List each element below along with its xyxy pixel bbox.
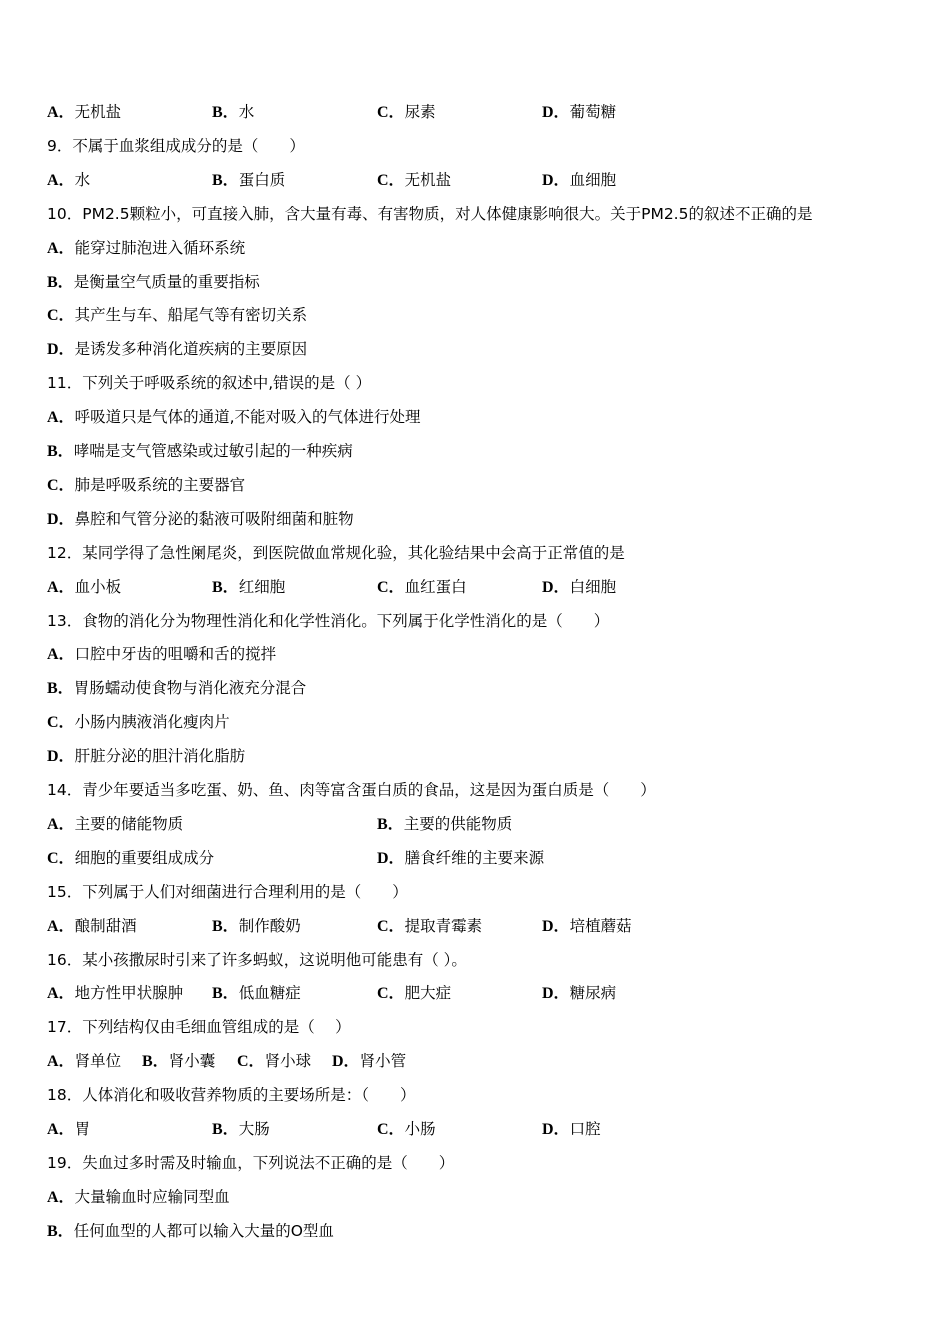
option-letter: D． (542, 917, 570, 935)
option-letter: A． (47, 239, 75, 257)
question-stem: 17．下列结构仅由毛细血管组成的是（ ） (47, 1018, 351, 1037)
question-stem: 16．某小孩撒尿时引来了许多蚂蚁，这说明他可能患有（ ）。 (47, 950, 467, 969)
answer-option (542, 914, 632, 939)
option-letter: D． (542, 1121, 570, 1138)
option-letter: C． (47, 476, 75, 494)
option-text: 血小板 (74, 577, 122, 596)
answer-option (212, 100, 254, 125)
answer-option (47, 236, 245, 261)
option-text: 肥大症 (404, 984, 452, 1003)
option-text: 哮喘是支气管感染或过敏引起的一种疾病 (73, 442, 353, 460)
answer-option (47, 1219, 334, 1244)
option-letter: C． (377, 578, 405, 596)
option-text: 血红蛋白 (404, 577, 467, 596)
answer-option (47, 642, 276, 667)
option-letter: B． (47, 273, 74, 291)
answer-option (212, 168, 285, 193)
option-text: 主要的储能物质 (74, 814, 184, 833)
option-letter: C． (377, 104, 405, 121)
question-stem: 13．食物的消化分为物理性消化和化学性消化。下列属于化学性消化的是（ ） (47, 611, 610, 630)
answer-option (377, 981, 451, 1006)
option-text: 是诱发多种消化道疾病的主要原因 (74, 340, 308, 359)
answer-option (542, 100, 616, 125)
option-text: 口腔中牙齿的咀嚼和舌的搅拌 (74, 645, 277, 664)
question-stem: 14．青少年要适当多吃蛋、奶、鱼、肉等富含蛋白质的食品，这是因为蛋白质是（ ） (47, 781, 656, 799)
option-letter: B． (47, 443, 74, 460)
answer-option (542, 1117, 601, 1142)
answer-option (47, 1049, 121, 1074)
option-text: 肾单位 (74, 1052, 122, 1071)
option-text: 酿制甜酒 (74, 916, 137, 935)
question-stem: 10．PM2.5颗粒小，可直接入肺，含大量有毒、有害物质，对人体健康影响很大。关于PM2.5的叙述不正确的是 (47, 204, 813, 223)
option-letter: D． (47, 748, 75, 766)
option-text: 提取青霉素 (404, 916, 483, 935)
answer-option (47, 507, 354, 532)
answer-option (47, 710, 230, 735)
answer-option (47, 439, 353, 464)
answer-option (377, 1117, 436, 1142)
question-stem: 15．下列属于人们对细菌进行合理利用的是（ ） (47, 882, 408, 901)
option-text: 肾小管 (359, 1052, 407, 1071)
option-letter: B． (47, 1222, 74, 1240)
answer-option (377, 812, 512, 837)
option-letter: B． (212, 104, 239, 121)
option-letter: B． (47, 680, 74, 698)
option-text: 无机盐 (74, 103, 122, 121)
answer-option (542, 981, 616, 1006)
option-letter: D． (332, 1053, 360, 1071)
question-stem: 12．某同学得了急性阑尾炎，到医院做血常规化验，其化验结果中会高于正常值的是 (47, 543, 625, 562)
option-letter: A． (47, 1053, 75, 1071)
answer-option (377, 100, 436, 125)
answer-option (377, 914, 482, 939)
question-stem: 19．失血过多时需及时输血，下列说法不正确的是（ ） (47, 1153, 455, 1172)
option-letter: D． (47, 510, 75, 528)
option-letter: C． (377, 985, 405, 1003)
answer-option (47, 914, 137, 939)
option-letter: A． (47, 1121, 75, 1138)
option-text: 红细胞 (238, 577, 286, 596)
option-text: 大肠 (238, 1120, 270, 1138)
option-letter: C． (377, 1121, 405, 1138)
option-letter: A． (47, 578, 75, 596)
option-text: 膳食纤维的主要来源 (404, 848, 545, 867)
option-text: 低血糖症 (238, 984, 301, 1003)
answer-option (47, 100, 121, 125)
answer-option (47, 270, 260, 295)
option-letter: C． (47, 714, 75, 732)
option-text: 小肠内胰液消化瘦肉片 (74, 713, 230, 732)
answer-option (47, 1117, 90, 1142)
answer-option (47, 405, 421, 430)
answer-option (47, 676, 306, 701)
option-letter: D． (542, 104, 570, 121)
option-text: 制作酸奶 (238, 916, 301, 935)
option-text: 口腔 (569, 1120, 601, 1138)
option-text: 肾小囊 (168, 1052, 216, 1071)
option-text: 血细胞 (569, 170, 617, 189)
answer-option (47, 168, 90, 193)
option-letter: A． (47, 409, 75, 427)
answer-option (47, 846, 214, 871)
answer-option (47, 744, 245, 769)
question-stem: 9．不属于血浆组成成分的是（ ） (47, 136, 305, 155)
option-text: 白细胞 (569, 577, 617, 596)
option-text: 其产生与车、船尾气等有密切关系 (74, 306, 308, 325)
answer-option (47, 337, 307, 362)
option-letter: D． (542, 171, 570, 189)
option-text: 能穿过肺泡进入循环系统 (74, 238, 246, 257)
option-text: 蛋白质 (238, 170, 286, 189)
option-letter: B． (212, 917, 239, 935)
option-letter: B． (377, 815, 404, 833)
option-letter: A． (47, 917, 75, 935)
option-letter: C． (377, 171, 405, 189)
option-letter: A． (47, 646, 75, 664)
option-letter: A． (47, 104, 75, 121)
answer-option (47, 1185, 230, 1210)
option-text: 水 (238, 103, 255, 121)
option-text: 胃肠蠕动使食物与消化液充分混合 (73, 679, 307, 698)
option-text: 鼻腔和气管分泌的黏液可吸附细菌和脏物 (74, 509, 354, 528)
option-letter: A． (47, 815, 75, 833)
answer-option (332, 1049, 406, 1074)
option-text: 水 (74, 170, 91, 189)
option-letter: B． (142, 1053, 169, 1071)
option-letter: B． (212, 171, 239, 189)
option-letter: D． (377, 849, 405, 867)
option-text: 胃 (74, 1120, 91, 1138)
option-letter: B． (212, 985, 239, 1003)
option-text: 葡萄糖 (569, 103, 617, 121)
answer-option (212, 981, 301, 1006)
answer-option (212, 575, 285, 600)
answer-option (47, 575, 121, 600)
option-text: 是衡量空气质量的重要指标 (73, 272, 260, 291)
option-letter: A． (47, 171, 75, 189)
answer-option (237, 1049, 311, 1074)
option-text: 任何血型的人都可以输入大量的O型血 (73, 1221, 334, 1240)
option-text: 细胞的重要组成成分 (74, 848, 215, 867)
answer-option (47, 473, 245, 498)
option-letter: D． (542, 985, 570, 1003)
option-letter: B． (212, 578, 239, 596)
question-stem: 18．人体消化和吸收营养物质的主要场所是：（ ） (47, 1086, 416, 1105)
answer-option (377, 575, 467, 600)
option-text: 肾小球 (264, 1052, 312, 1071)
option-text: 呼吸道只是气体的通道,不能对吸入的气体进行处理 (74, 408, 421, 427)
option-text: 主要的供能物质 (403, 814, 513, 833)
answer-option (212, 914, 301, 939)
option-text: 肝脏分泌的胆汁消化脂肪 (74, 747, 246, 766)
option-letter: A． (47, 985, 75, 1003)
option-letter: C． (47, 849, 75, 867)
answer-option (47, 981, 183, 1006)
answer-option (47, 812, 183, 837)
option-text: 培植蘑菇 (569, 916, 632, 935)
answer-option (542, 168, 616, 193)
answer-option (142, 1049, 215, 1074)
option-letter: D． (47, 341, 75, 359)
option-text: 地方性甲状腺肿 (74, 984, 184, 1003)
option-text: 大量输血时应输同型血 (74, 1187, 230, 1206)
answer-option (212, 1117, 270, 1142)
option-text: 尿素 (404, 103, 436, 121)
answer-option (377, 846, 544, 871)
option-letter: C． (237, 1053, 265, 1071)
option-letter: B． (212, 1121, 239, 1138)
option-letter: A． (47, 1188, 75, 1206)
option-text: 无机盐 (404, 170, 452, 189)
answer-option (377, 168, 451, 193)
question-stem: 11．下列关于呼吸系统的叙述中,错误的是（ ） (47, 374, 372, 393)
option-text: 糖尿病 (569, 984, 617, 1003)
option-text: 小肠 (404, 1120, 436, 1138)
option-text: 肺是呼吸系统的主要器官 (74, 475, 246, 494)
answer-option (47, 303, 307, 328)
option-letter: D． (542, 578, 570, 596)
answer-option (542, 575, 616, 600)
option-letter: C． (47, 307, 75, 325)
option-letter: C． (377, 917, 405, 935)
